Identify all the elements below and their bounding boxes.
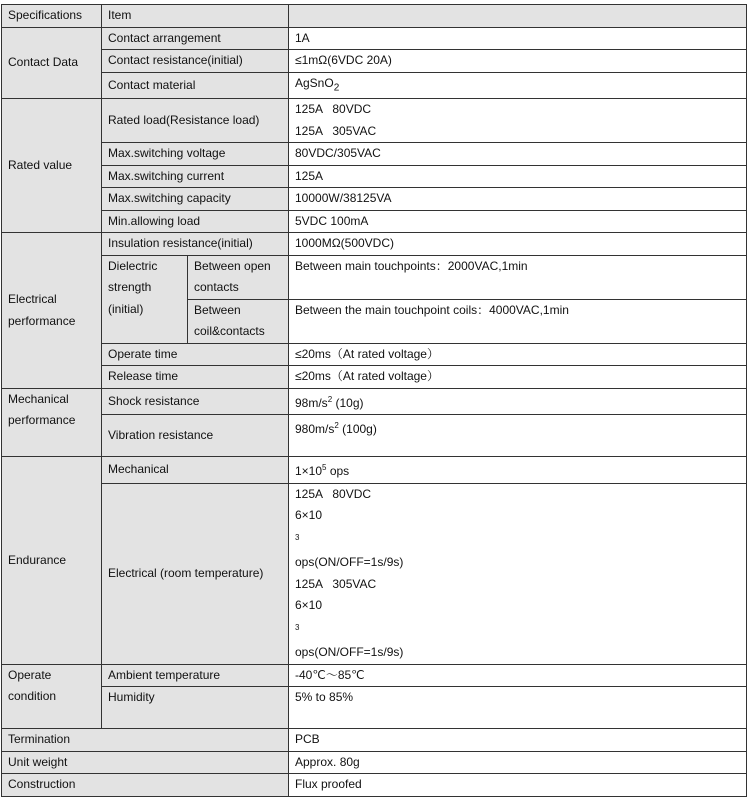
ambient-temperature-item: Ambient temperature	[102, 664, 289, 687]
contact-resistance-item: Contact resistance(initial)	[102, 50, 289, 73]
table-row	[2, 415, 747, 457]
rated-load-line-2: 125A 305VAC	[295, 123, 377, 138]
rated-load-item: Rated load(Resistance load)	[102, 99, 289, 143]
operate-condition-label	[2, 664, 102, 729]
mechanical-endurance-value	[289, 457, 747, 484]
between-open-line-2: contacts	[194, 280, 239, 295]
table-row	[2, 457, 747, 484]
table-row	[2, 664, 747, 687]
unit-weight-label: Unit weight	[2, 751, 289, 774]
elec-ops-2-main: 6×10	[295, 598, 323, 613]
humidity-value: 5% to 85%	[289, 687, 747, 729]
mech-ops-rest: ops	[326, 464, 350, 479]
table-row	[2, 483, 747, 664]
mechanical-endurance-item: Mechanical	[102, 457, 289, 484]
header-value	[289, 5, 747, 28]
dielectric-line-1: Dielectric	[108, 258, 158, 273]
table-row	[2, 188, 747, 211]
contact-resistance-value: ≤1mΩ(6VDC 20A)	[289, 50, 747, 73]
min-load-item: Min.allowing load	[102, 210, 289, 233]
between-coil-line-2: coil&contacts	[194, 324, 265, 339]
electrical-label-line-2: performance	[8, 313, 76, 328]
max-voltage-item: Max.switching voltage	[102, 143, 289, 166]
max-current-value: 125A	[289, 165, 747, 188]
between-open-value: Between main touchpoints：2000VAC,1min	[289, 255, 747, 299]
contact-material-subscript: 2	[333, 81, 340, 93]
contact-material-item: Contact material	[102, 72, 289, 99]
table-row	[2, 343, 747, 366]
contact-material-main: AgSnO	[295, 75, 334, 90]
table-row	[2, 50, 747, 73]
electrical-performance-label	[2, 233, 102, 389]
rated-load-value	[289, 99, 747, 143]
electrical-endurance-line-2	[295, 574, 740, 664]
construction-label: Construction	[2, 774, 289, 797]
table-row	[2, 27, 747, 50]
between-open-line-1: Between open	[194, 258, 271, 273]
mechanical-label-line-1: Mechanical	[8, 391, 69, 406]
table-row	[2, 255, 747, 299]
operate-condition-line-2: condition	[8, 689, 57, 704]
mechanical-label-line-2: performance	[8, 413, 76, 428]
min-load-value: 5VDC 100mA	[289, 210, 747, 233]
table-row	[2, 388, 747, 415]
max-capacity-item: Max.switching capacity	[102, 188, 289, 211]
vibration-main: 980m/s	[295, 422, 335, 437]
spec-table	[1, 4, 747, 797]
elec-load-2: 125A 305VAC	[295, 576, 377, 591]
release-time-item: Release time	[102, 366, 289, 389]
elec-ops-1-main: 6×10	[295, 508, 323, 523]
table-row	[2, 233, 747, 256]
table-row	[2, 143, 747, 166]
table-row	[2, 165, 747, 188]
table-row	[2, 751, 747, 774]
vibration-sup: 2	[334, 421, 339, 431]
max-current-item: Max.switching current	[102, 165, 289, 188]
dielectric-line-3: (initial)	[108, 301, 144, 316]
ambient-temperature-value: -40℃～85℃	[289, 664, 747, 687]
shock-main: 98m/s	[295, 395, 328, 410]
elec-ops-1-rest: ops(ON/OFF=1s/9s)	[295, 555, 404, 570]
operate-condition-line-1: Operate	[8, 667, 52, 682]
contact-data-label: Contact Data	[2, 27, 102, 99]
elec-ops-2-sup: 3	[295, 622, 300, 632]
electrical-endurance-item: Electrical (room temperature)	[102, 483, 289, 664]
electrical-endurance-line-1	[295, 484, 740, 574]
termination-value: PCB	[289, 729, 747, 752]
contact-arrangement-item: Contact arrangement	[102, 27, 289, 50]
shock-rest: (10g)	[332, 395, 364, 410]
operate-time-item: Operate time	[102, 343, 289, 366]
termination-label: Termination	[2, 729, 289, 752]
humidity-item: Humidity	[102, 687, 289, 729]
release-time-value: ≤20ms（At rated voltage）	[289, 366, 747, 389]
vibration-resistance-item: Vibration resistance	[102, 415, 289, 457]
contact-material-value	[289, 72, 747, 99]
vibration-resistance-value	[289, 415, 747, 457]
max-voltage-value: 80VDC/305VAC	[289, 143, 747, 166]
between-coil-contacts	[188, 299, 289, 343]
table-row	[2, 366, 747, 389]
insulation-item: Insulation resistance(initial)	[102, 233, 289, 256]
elec-ops-1-sup: 3	[295, 532, 300, 542]
table-row	[2, 687, 747, 729]
electrical-label-line-1: Electrical	[8, 292, 57, 307]
between-coil-value: Between the main touchpoint coils：4000VAC,1min	[289, 299, 747, 343]
vibration-rest: (100g)	[338, 422, 377, 437]
table-row	[2, 210, 747, 233]
shock-sup: 2	[327, 394, 333, 404]
operate-time-value: ≤20ms（At rated voltage）	[289, 343, 747, 366]
insulation-value: 1000MΩ(500VDC)	[289, 233, 747, 256]
electrical-endurance-value	[289, 483, 747, 664]
table-row	[2, 99, 747, 143]
table-row	[2, 774, 747, 797]
dielectric-line-2: strength	[108, 280, 152, 295]
rated-load-line-1: 125A 80VDC	[295, 102, 372, 117]
shock-resistance-item: Shock resistance	[102, 388, 289, 415]
header-row	[2, 5, 747, 28]
max-capacity-value: 10000W/38125VA	[289, 188, 747, 211]
elec-load-1: 125A 80VDC	[295, 486, 372, 501]
rated-value-label: Rated value	[2, 99, 102, 233]
elec-ops-2-rest: ops(ON/OFF=1s/9s)	[295, 645, 404, 660]
shock-resistance-value	[289, 388, 747, 415]
table-row	[2, 72, 747, 99]
between-coil-line-1: Between	[194, 302, 241, 317]
mech-ops-sup: 5	[322, 463, 327, 473]
table-row	[2, 729, 747, 752]
mech-ops-main: 1×10	[295, 464, 323, 479]
endurance-label: Endurance	[2, 457, 102, 665]
unit-weight-value: Approx. 80g	[289, 751, 747, 774]
construction-value: Flux proofed	[289, 774, 747, 797]
dielectric-item	[102, 255, 188, 343]
between-open-contacts	[188, 255, 289, 299]
header-item: Item	[102, 5, 289, 28]
mechanical-performance-label	[2, 388, 102, 457]
contact-arrangement-value: 1A	[289, 27, 747, 50]
header-specifications: Specifications	[2, 5, 102, 28]
